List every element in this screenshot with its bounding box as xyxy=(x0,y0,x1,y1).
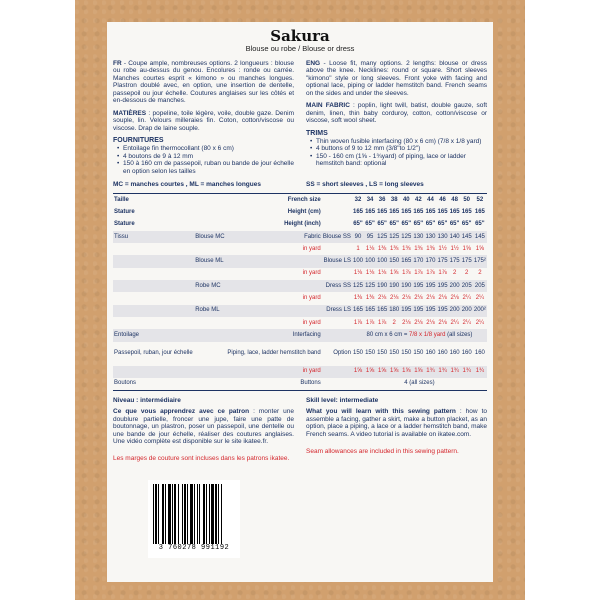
table-cell: 150 xyxy=(389,350,400,357)
table-cell: 1⅝ xyxy=(462,245,471,252)
table-cell: 1½ xyxy=(450,245,459,252)
table-cell: Dress LS xyxy=(322,305,352,317)
table-cell: 1⅝ xyxy=(364,366,376,378)
table-cell: 2 xyxy=(452,270,457,277)
table-cell: in yard xyxy=(226,366,322,378)
table-cell: 65" xyxy=(377,221,387,228)
list-item: • 4 boutons de 9 à 12 mm xyxy=(117,153,294,160)
table-cell: 165 xyxy=(364,305,376,317)
table-cell: 1⅜ xyxy=(414,245,423,252)
table-cell: 170 xyxy=(424,255,436,267)
list-item: • 150 à 160 cm de passepoil, ruban ou bande de jour échelle en option selon les tailles xyxy=(117,160,294,175)
table-cell: 42 xyxy=(415,196,422,203)
en-trims-list xyxy=(310,138,487,168)
table-cell: in yard xyxy=(302,295,321,302)
table-cell: 165 xyxy=(425,208,436,215)
table-cell: 205 xyxy=(461,280,473,292)
table-cell: 160 xyxy=(461,350,472,357)
fr-fabrics: MATIÈRES : popeline, toile légère, voile, double gaze. Denim souple, lin. Velours milleraies fin. Coton, cotton/viscose ou viscose. Drap de laine souple. xyxy=(113,109,294,132)
table-cell: 36 xyxy=(378,196,386,203)
en-fabrics: MAIN FABRIC : poplin, light twill, batist, double gauze, soft denim, linen, thin baby corduroy, cotton, cotton/viscose or viscose, soft wool sheet. xyxy=(306,102,488,125)
table-cell: Stature xyxy=(114,208,135,215)
table-cell: 1 xyxy=(356,245,360,252)
table-cell: Buttons xyxy=(300,380,321,387)
table-row xyxy=(113,194,487,206)
table-cell: 150 xyxy=(365,350,376,357)
table-cell: 1⅝ xyxy=(412,366,424,378)
table-cell: 1⅜ xyxy=(377,245,387,252)
list-item: • 4 buttons of 9 to 12 mm (3/8"to 1/2") xyxy=(310,145,487,152)
table-cell: Passepoil, ruban, jour échelle xyxy=(114,350,193,357)
table-cell: Blouse MC xyxy=(194,231,226,243)
table-cell: 180 xyxy=(388,305,400,317)
description-columns xyxy=(113,60,487,175)
table-cell: 195 xyxy=(412,305,424,317)
table-cell: 1⅞ xyxy=(414,270,423,277)
table-cell xyxy=(322,378,352,390)
table-row xyxy=(113,255,487,267)
table-row xyxy=(113,243,487,255)
table-cell: 1⅞ xyxy=(377,319,387,326)
table-cell: 1⅝ xyxy=(475,245,485,252)
table-cell: 130 xyxy=(424,231,436,243)
table-cell: 100 xyxy=(352,255,364,267)
table-cell: Height (inch) xyxy=(284,221,321,228)
table-cell: 65" xyxy=(437,221,448,228)
table-cell: Height (cm) xyxy=(287,208,321,215)
table-cell xyxy=(352,329,487,341)
table-cell: 65" xyxy=(449,221,460,228)
table-cell: Interfacing xyxy=(226,329,322,341)
table-cell xyxy=(113,243,194,255)
table-cell xyxy=(322,292,352,304)
table-cell: 175² xyxy=(473,255,487,267)
en-column xyxy=(306,60,487,175)
span-yard: 7/8 x 1/8 yard xyxy=(409,331,446,338)
fr-supplies-heading: FOURNITURES xyxy=(113,137,164,145)
table-cell: 125 xyxy=(352,280,364,292)
table-cell xyxy=(352,378,487,390)
fr-learn: Ce que vous apprendrez avec ce patron : monter une doublure partielle, froncer une jupe, faire une patte de boutonnage, un plastron, poser un passepoil, une dentelle ou une bande de jour échelle, réaliser des coutures anglaises. Une vidéo complète est disponible sur le site ikatee.fr. xyxy=(113,408,294,445)
table-cell: 150 xyxy=(388,255,400,267)
table-cell: Fabric xyxy=(226,231,322,243)
table-cell: 1⅝ xyxy=(400,366,412,378)
table-cell: 2¼ xyxy=(475,295,485,302)
table-cell: 2⅛ xyxy=(438,295,447,302)
table-cell: 50 xyxy=(463,196,471,203)
en-learn: What you will learn with this sewing pattern : how to assemble a facing, gather a skirt, make a button placket, as an option, place a piping, a lace or a ladder hemstitch band, make French seams. A video tutorial is available on ikatee.com. xyxy=(306,408,487,438)
table-cell: 195 xyxy=(424,280,436,292)
table-cell: 1⅝ xyxy=(390,270,399,277)
span-text: 80 cm x 6 cm = xyxy=(366,331,410,338)
table-cell xyxy=(226,255,322,267)
table-cell: 1⅞ xyxy=(438,270,447,277)
table-cell: 1⅝ xyxy=(376,366,388,378)
table-cell: 32 xyxy=(354,196,362,203)
table-cell: 170 xyxy=(412,255,424,267)
table-cell xyxy=(194,342,226,366)
table-cell: 1⅛ xyxy=(353,270,363,277)
table-cell xyxy=(194,206,226,218)
table-cell: 2 xyxy=(478,270,482,277)
table-cell xyxy=(194,378,226,390)
table-cell: Taille xyxy=(114,196,129,203)
table-cell: 1⅞ xyxy=(365,319,375,326)
table-cell xyxy=(113,255,194,267)
table-cell: 165 xyxy=(377,208,388,215)
table-cell: 175 xyxy=(461,255,473,267)
table-cell: 1⅜ xyxy=(390,245,399,252)
pattern-title: Sakura xyxy=(270,27,330,45)
table-cell: 125 xyxy=(388,231,400,243)
table-cell: 165 xyxy=(352,305,364,317)
table-cell xyxy=(113,366,194,378)
table-cell: 125 xyxy=(376,231,388,243)
fr-description: FR - Coupe ample, nombreuses options. 2 longueurs : blouse ou robe au-dessus du genou. Encolures : ronde ou carrée. Manches courtes esprit « kimono » ou manches longues. Plastron doublé avec, en option, une insertion de dentelle, passepoil ou jour échelle. Coutures anglaises sur les côtés et en-dessous de manches. xyxy=(113,59,294,105)
table-row xyxy=(113,317,487,329)
barcode xyxy=(148,480,240,558)
table-cell: 1⅛ xyxy=(377,270,387,277)
table-cell: 1¾ xyxy=(449,366,461,378)
table-cell: 1⅜ xyxy=(402,245,411,252)
table-cell: 2¼ xyxy=(450,319,459,326)
table-cell: 195 xyxy=(437,305,449,317)
table-cell: Option xyxy=(333,350,351,357)
table-cell: Tissu xyxy=(113,231,194,243)
table-cell: 1⅜ xyxy=(365,295,375,302)
table-cell: 195 xyxy=(412,280,424,292)
table-cell: 100 xyxy=(364,255,376,267)
table-cell: 1¾ xyxy=(437,366,449,378)
table-cell: 200 xyxy=(449,280,461,292)
table-cell xyxy=(322,194,352,206)
table-cell: 1¾ xyxy=(473,366,487,378)
table-cell: in yard xyxy=(302,245,321,252)
table-cell: 1⅝ xyxy=(352,366,364,378)
table-cell: 1⅛ xyxy=(365,245,375,252)
table-row xyxy=(113,280,487,292)
table-cell: 2⅛ xyxy=(450,295,459,302)
table-cell: 165 xyxy=(401,208,412,215)
table-cell: 165 xyxy=(449,208,460,215)
table-cell: 190 xyxy=(400,280,412,292)
table-cell: 165 xyxy=(474,208,485,215)
table-cell xyxy=(113,268,194,280)
table-cell: Boutons xyxy=(114,380,137,387)
table-cell: 190 xyxy=(376,280,388,292)
table-cell: 125 xyxy=(364,280,376,292)
table-cell xyxy=(226,305,322,317)
table-cell: 65" xyxy=(475,221,485,228)
fr-skill-level: Niveau : intermédiaire xyxy=(113,396,181,404)
table-cell: Entoilage xyxy=(113,329,194,341)
table-cell: 65" xyxy=(389,221,399,228)
table-cell: 1¾ xyxy=(461,366,473,378)
table-cell xyxy=(194,243,226,255)
barcode-bars xyxy=(153,484,235,544)
table-cell: 2⅛ xyxy=(390,295,399,302)
table-cell: 140 xyxy=(449,231,461,243)
fr-lower xyxy=(113,397,294,463)
table-cell xyxy=(113,317,194,329)
list-item: • Thin woven fusible interfacing (80 x 6 cm) (7/8 x 1/8 yard) xyxy=(310,138,487,145)
table-cell: 65" xyxy=(365,221,375,228)
table-cell: 125 xyxy=(400,231,412,243)
table-cell: 175 xyxy=(449,255,461,267)
table-cell: 150 xyxy=(352,350,363,357)
table-cell: Dress SS xyxy=(322,280,352,292)
table-cell: 52 xyxy=(476,196,484,203)
table-cell: 165 xyxy=(461,208,472,215)
table-cell xyxy=(322,243,352,255)
table-cell: 195 xyxy=(424,305,436,317)
table-cell: 2⅛ xyxy=(426,319,435,326)
table-cell: 145 xyxy=(473,231,487,243)
table-cell: Piping, lace, ladder hemstitch band xyxy=(227,350,321,357)
table-cell: 2¼ xyxy=(462,295,471,302)
size-chart-table xyxy=(113,193,487,390)
table-cell xyxy=(322,219,352,231)
en-lower xyxy=(306,397,487,463)
table-cell: 65" xyxy=(401,221,412,228)
fr-column xyxy=(113,60,294,175)
table-cell: 195 xyxy=(400,305,412,317)
table-cell: 40 xyxy=(402,196,410,203)
table-cell: Blouse SS xyxy=(322,231,352,243)
table-cell: 1⅞ xyxy=(353,319,363,326)
table-row xyxy=(113,206,487,218)
en-legend: SS = short sleeves , LS = long sleeves xyxy=(306,181,424,189)
table-cell xyxy=(322,329,352,341)
table-cell: 150 xyxy=(413,350,424,357)
table-cell: Blouse LS xyxy=(322,255,352,267)
table-cell: 2⅛ xyxy=(377,295,387,302)
table-cell xyxy=(322,268,352,280)
table-cell: 2 xyxy=(392,319,396,326)
lower-columns xyxy=(113,397,487,463)
table-cell xyxy=(322,317,352,329)
table-cell: 200 xyxy=(449,305,461,317)
table-row xyxy=(113,378,487,390)
en-skill-level: Skill level: intermediate xyxy=(306,396,379,404)
table-cell: 1¾ xyxy=(424,366,436,378)
table-cell: 150 xyxy=(377,350,388,357)
en-description: ENG - Loose fit, many options. 2 lengths: blouse or dress above the knee. Necklines: round or square. Short sleeves "kimono" style or long sleeves. Front yoke with facing and optional lace, piping or ladder hemstitch band. French seams on the sides and under the sleeves. xyxy=(306,59,487,97)
pattern-subtitle: Blouse ou robe / Blouse or dress xyxy=(245,44,355,54)
table-cell: 65" xyxy=(461,221,472,228)
table-cell: 150 xyxy=(401,350,412,357)
table-cell: 2⅛ xyxy=(414,319,423,326)
table-cell: 195 xyxy=(437,280,449,292)
table-cell: 2⅛ xyxy=(402,295,411,302)
fr-seam-note: Les marges de couture sont incluses dans les patrons ikatee. xyxy=(113,455,290,463)
table-cell xyxy=(226,280,322,292)
table-cell xyxy=(113,292,194,304)
table-cell xyxy=(113,280,194,292)
table-cell: 190 xyxy=(388,280,400,292)
table-cell: 2¼ xyxy=(475,319,485,326)
table-cell: 48 xyxy=(451,196,458,203)
table-cell: 175 xyxy=(437,255,449,267)
table-cell: 65" xyxy=(353,221,363,228)
table-cell: 165 xyxy=(389,208,400,215)
table-row xyxy=(113,366,487,378)
table-cell: 46 xyxy=(439,196,446,203)
table-cell: 2⅛ xyxy=(426,295,435,302)
fr-legend: MC = manches courtes , ML = manches longues xyxy=(113,181,261,189)
table-cell: in yard xyxy=(302,270,321,277)
table-cell: 90 xyxy=(352,231,364,243)
table-cell xyxy=(194,219,226,231)
table-cell: 165 xyxy=(413,208,424,215)
table-cell: 95 xyxy=(364,231,376,243)
table-cell: 1⅝ xyxy=(388,366,400,378)
table-cell: in yard xyxy=(302,319,321,326)
table-cell xyxy=(194,329,226,341)
table-cell xyxy=(322,366,352,378)
table-cell xyxy=(194,366,226,378)
table-cell: 1⅞ xyxy=(402,270,411,277)
table-cell xyxy=(194,268,226,280)
table-row xyxy=(113,342,487,366)
list-item: • Entoilage fin thermocollant (80 x 6 cm) xyxy=(117,145,294,152)
table-cell: 1⅛ xyxy=(365,270,375,277)
table-cell: 2⅛ xyxy=(402,319,411,326)
table-cell: 160 xyxy=(449,350,460,357)
table-cell xyxy=(322,206,352,218)
table-cell: Blouse ML xyxy=(194,255,226,267)
table-cell: 165 xyxy=(437,208,448,215)
table-cell: 165 xyxy=(365,208,376,215)
table-row xyxy=(113,329,487,341)
table-cell: 2⅛ xyxy=(438,319,447,326)
table-cell: 160 xyxy=(474,350,485,357)
table-row xyxy=(113,231,487,243)
table-cell: 65" xyxy=(425,221,436,228)
barcode-number: 3 760278 991192 xyxy=(158,544,230,552)
table-cell: 1⅜ xyxy=(353,295,363,302)
table-cell: 1½ xyxy=(438,245,447,252)
table-cell: 145 xyxy=(461,231,473,243)
sleeve-legend xyxy=(113,181,487,188)
table-cell: 130 xyxy=(437,231,449,243)
table-cell: 38 xyxy=(390,196,398,203)
table-cell: Robe MC xyxy=(194,280,226,292)
table-cell: 34 xyxy=(366,196,374,203)
table-cell: 1⅞ xyxy=(426,270,435,277)
table-cell: 160 xyxy=(425,350,436,357)
table-row xyxy=(113,292,487,304)
table-cell: 1⅜ xyxy=(426,245,435,252)
table-row xyxy=(113,219,487,231)
table-cell: 165 xyxy=(400,255,412,267)
table-cell xyxy=(194,194,226,206)
table-cell: 200 xyxy=(461,305,473,317)
table-cell: French size xyxy=(287,196,321,203)
table-cell: 130 xyxy=(412,231,424,243)
table-cell: 100 xyxy=(376,255,388,267)
table-row xyxy=(113,268,487,280)
table-row xyxy=(113,305,487,317)
table-cell: 205 xyxy=(473,280,487,292)
table-cell: 2¼ xyxy=(462,319,471,326)
table-cell xyxy=(113,305,194,317)
en-trims-heading: TRIMS xyxy=(306,129,328,137)
table-cell xyxy=(194,317,226,329)
table-cell: Robe ML xyxy=(194,305,226,317)
fr-supplies-list xyxy=(117,145,294,175)
span-text: 4 (all sizes) xyxy=(404,380,435,387)
table-cell: Stature xyxy=(114,221,135,228)
table-cell: 2⅛ xyxy=(414,295,423,302)
span-tail: (all sizes) xyxy=(445,331,473,338)
table-cell: 165 xyxy=(352,208,363,215)
table-cell: 200² xyxy=(473,305,487,317)
table-cell: 165 xyxy=(376,305,388,317)
table-cell: 2 xyxy=(465,270,469,277)
table-cell: 160 xyxy=(437,350,448,357)
table-cell xyxy=(194,292,226,304)
en-seam-note: Seam allowances are included in this sewing pattern. xyxy=(306,447,459,455)
table-cell: 44 xyxy=(427,196,434,203)
list-item: • 150 - 160 cm (1⅝ - 1¾yard) of piping, lace or ladder hemstitch band: optional xyxy=(310,153,487,168)
table-cell: 65" xyxy=(413,221,424,228)
